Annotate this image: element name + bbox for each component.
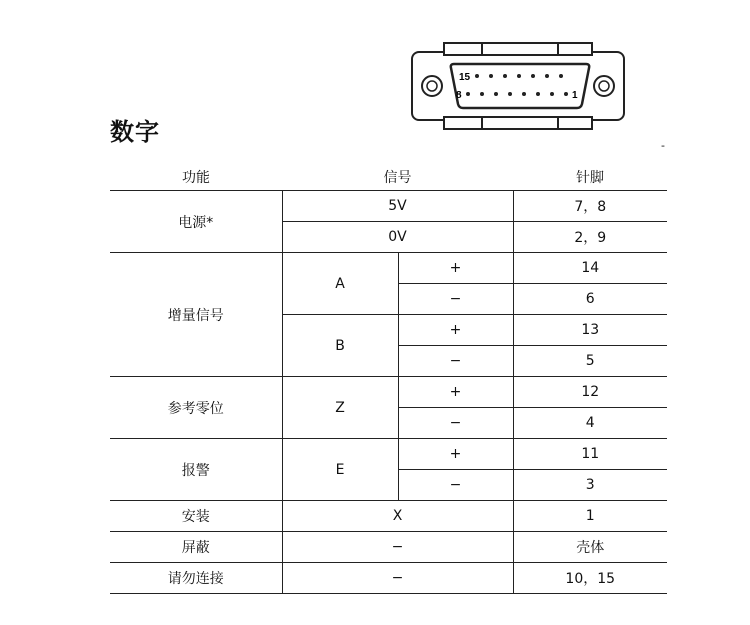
signal-cell: − (282, 563, 513, 594)
polarity-cell: − (398, 470, 513, 501)
pin-label-1: 1 (572, 90, 578, 101)
pin-cell: 7，8 (513, 191, 667, 222)
table-row (110, 191, 667, 222)
pin-label-8: 8 (456, 90, 462, 101)
d-sub-15-pin-connector-icon (408, 40, 628, 132)
polarity-cell: + (398, 315, 513, 346)
pin-cell: 14 (513, 253, 667, 284)
function-alarm: 报警 (181, 462, 210, 479)
polarity-cell: + (398, 377, 513, 408)
channel-cell: B (282, 315, 398, 377)
section-title: 数字 (110, 118, 160, 146)
polarity-cell: − (398, 346, 513, 377)
header-signal: 信号 (383, 170, 412, 186)
signal-cell: − (282, 532, 513, 563)
pin-cell: 10，15 (513, 563, 667, 594)
pin-cell: 5 (513, 346, 667, 377)
pin-cell: 13 (513, 315, 667, 346)
channel-cell: Z (282, 377, 398, 439)
channel-cell: E (282, 439, 398, 501)
pin-cell: 6 (513, 284, 667, 315)
pin-cell: 12 (513, 377, 667, 408)
function-power: 电源* (178, 214, 214, 231)
dash-mark: - (661, 139, 665, 152)
polarity-cell: + (398, 253, 513, 284)
pin-cell: 壳体 (513, 532, 667, 563)
pin-cell: 3 (513, 470, 667, 501)
channel-cell: A (282, 253, 398, 315)
signal-cell: X (282, 501, 513, 532)
table-row (110, 563, 667, 594)
function-no-connect: 请勿连接 (167, 571, 224, 587)
pin-label-15: 15 (459, 72, 471, 83)
polarity-cell: − (398, 408, 513, 439)
table-row (110, 532, 667, 563)
table-row (110, 501, 667, 532)
pinout-table (110, 164, 667, 594)
header-row (110, 164, 667, 191)
table-row (110, 377, 667, 408)
table-row (110, 253, 667, 284)
header-pin: 针脚 (576, 170, 604, 186)
header-function: 功能 (182, 170, 210, 186)
polarity-cell: − (398, 284, 513, 315)
signal-cell: 0V (282, 222, 513, 253)
table-row (110, 439, 667, 470)
pin-cell: 1 (513, 501, 667, 532)
pin-cell: 11 (513, 439, 667, 470)
pin-cell: 2，9 (513, 222, 667, 253)
function-shield: 屏蔽 (181, 540, 210, 556)
signal-cell: 5V (282, 191, 513, 222)
function-reference: 参考零位 (167, 400, 224, 417)
polarity-cell: + (398, 439, 513, 470)
pin-cell: 4 (513, 408, 667, 439)
function-incremental: 增量信号 (167, 307, 224, 324)
function-mounting: 安装 (181, 509, 210, 525)
